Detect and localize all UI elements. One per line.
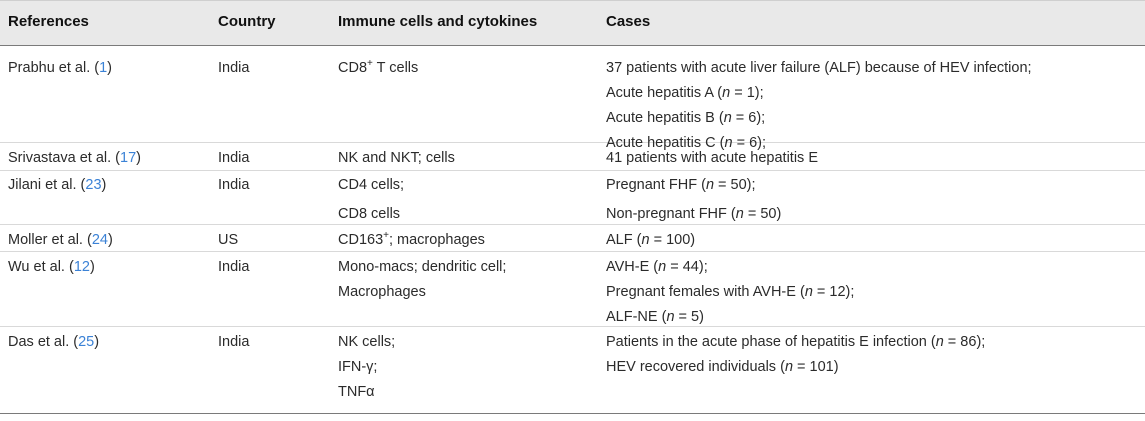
cell-cases: 37 patients with acute liver failure (ALF) because of HEV infection;	[606, 60, 1032, 76]
cell-immune: CD8+ T cells	[338, 58, 419, 76]
reference-link[interactable]: 1	[99, 60, 108, 76]
header-country: Country	[218, 13, 276, 30]
cell-immune: IFN-γ;	[338, 359, 378, 375]
cell-cases: Acute hepatitis C (n = 6);	[606, 135, 767, 151]
cell-cases: AVH-E (n = 44);	[606, 259, 708, 275]
cell-reference: Jilani et al. (23)	[8, 177, 107, 193]
cell-cases: Non-pregnant FHF (n = 50)	[606, 206, 782, 222]
cell-country: US	[218, 232, 239, 248]
cell-cases: Patients in the acute phase of hepatitis E infection (n = 86);	[606, 334, 986, 350]
cell-cases: ALF-NE (n = 5)	[606, 309, 704, 325]
cell-reference: Das et al. (25)	[8, 334, 100, 350]
cell-immune: NK cells;	[338, 334, 396, 350]
cell-country: India	[218, 60, 250, 76]
header-references: References	[8, 13, 89, 30]
cell-reference: Moller et al. (24)	[8, 232, 113, 248]
header-cases: Cases	[606, 13, 651, 30]
reference-link[interactable]: 25	[78, 334, 95, 350]
cell-immune: CD4 cells;	[338, 177, 405, 193]
cell-reference: Wu et al. (12)	[8, 259, 95, 275]
cell-cases: 41 patients with acute hepatitis E	[606, 150, 818, 166]
cell-cases: Acute hepatitis A (n = 1);	[606, 85, 764, 101]
cell-country: India	[218, 150, 250, 166]
reference-link[interactable]: 23	[85, 177, 102, 193]
cell-immune: TNFα	[338, 384, 375, 400]
cell-immune: NK and NKT; cells	[338, 150, 455, 166]
cell-immune: Mono-macs; dendritic cell;	[338, 259, 507, 275]
cell-cases: ALF (n = 100)	[606, 232, 696, 248]
row-separator	[0, 326, 1145, 327]
bottom-rule	[0, 413, 1145, 414]
cell-country: India	[218, 259, 250, 275]
cell-reference: Prabhu et al. (1)	[8, 60, 112, 76]
table-header	[0, 0, 1145, 46]
row-separator	[0, 142, 1145, 143]
row-separator	[0, 170, 1145, 171]
cell-country: India	[218, 334, 250, 350]
cell-immune: CD163+; macrophages	[338, 230, 485, 248]
cell-cases: HEV recovered individuals (n = 101)	[606, 359, 839, 375]
cell-cases: Pregnant FHF (n = 50);	[606, 177, 756, 193]
cell-cases: Acute hepatitis B (n = 6);	[606, 110, 766, 126]
row-separator	[0, 224, 1145, 225]
reference-link[interactable]: 12	[73, 259, 90, 275]
cell-country: India	[218, 177, 250, 193]
cell-reference: Srivastava et al. (17)	[8, 150, 141, 166]
cell-immune: Macrophages	[338, 284, 426, 300]
row-separator	[0, 251, 1145, 252]
header-immune-cells: Immune cells and cytokines	[338, 13, 538, 30]
reference-link[interactable]: 17	[120, 150, 137, 166]
cell-cases: Pregnant females with AVH-E (n = 12);	[606, 284, 855, 300]
cell-immune: CD8 cells	[338, 206, 401, 222]
reference-link[interactable]: 24	[91, 232, 108, 248]
